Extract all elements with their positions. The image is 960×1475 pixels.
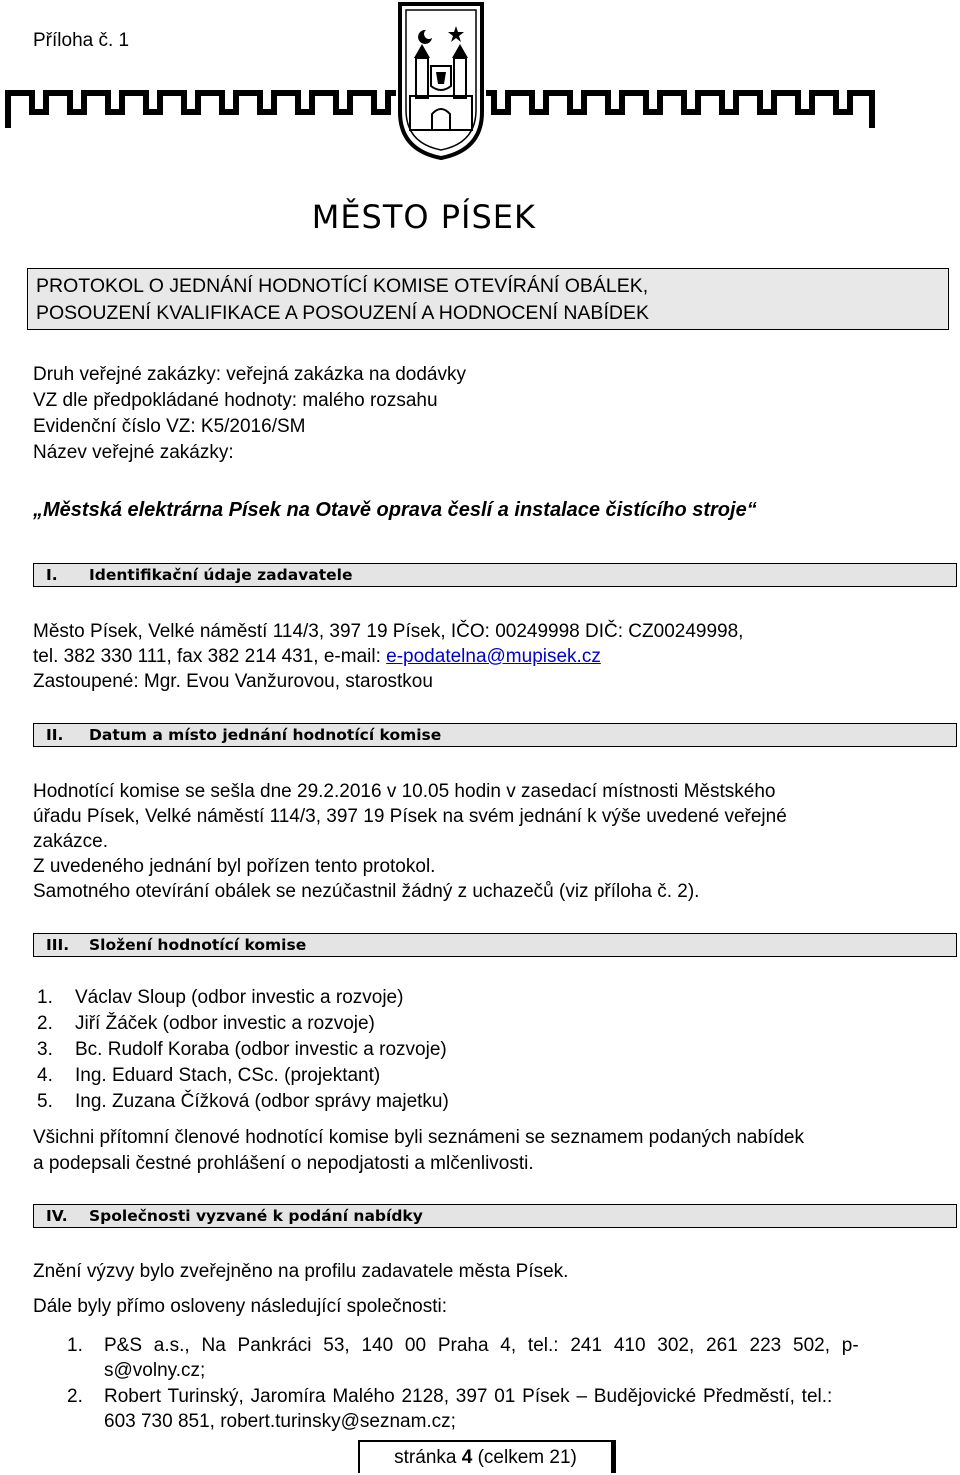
meeting-text-line: Hodnotící komise se sešla dne 29.2.2016 v 10.05 hodin v zasedací místnosti Městského	[33, 781, 776, 802]
title-box	[27, 268, 949, 330]
meeting-text-line: zakázce.	[33, 831, 108, 852]
list-number: 1.	[37, 987, 53, 1008]
title-line-1: PROTOKOL O JEDNÁNÍ HODNOTÍCÍ KOMISE OTEVÍRÁNÍ OBÁLEK,	[36, 275, 649, 297]
contract-name-label: Název veřejné zakázky:	[33, 442, 234, 463]
evidence-number: Evidenční číslo VZ: K5/2016/SM	[33, 416, 306, 437]
committee-note: a podepsali čestné prohlášení o nepodjatosti a mlčenlivosti.	[33, 1153, 534, 1174]
list-number: 1.	[67, 1335, 83, 1356]
committee-member: Ing. Zuzana Čížková (odbor správy majetku)	[75, 1091, 449, 1112]
section-heading-2	[33, 723, 957, 747]
publication-note: Znění výzvy bylo zveřejněno na profilu zadavatele města Písek.	[33, 1261, 569, 1282]
current-page: 4	[461, 1447, 473, 1468]
section-heading-4	[33, 1204, 957, 1228]
committee-note: Všichni přítomní členové hodnotící komise byli seznámeni se seznamem podaných nabídek	[33, 1127, 804, 1148]
section-number: IV.	[46, 1207, 68, 1225]
battlement-right	[486, 93, 872, 128]
list-number: 5.	[37, 1091, 53, 1112]
section-heading-3	[33, 933, 957, 957]
city-name: MĚSTO PÍSEK	[311, 198, 536, 236]
meeting-text-line: Z uvedeného jednání byl pořízen tento protokol.	[33, 856, 436, 877]
battlement-left	[8, 93, 396, 128]
contract-type: Druh veřejné zakázky: veřejná zakázka na dodávky	[33, 364, 467, 385]
contract-value-class: VZ dle předpokládané hodnoty: malého rozsahu	[33, 390, 438, 411]
company-line: Robert Turinský, Jaromíra Malého 2128, 397 01 Písek – Budějovické Předměstí, tel.:	[104, 1386, 833, 1407]
contract-name: „Městská elektrárna Písek na Otavě oprava česlí a instalace čistícího stroje“	[33, 499, 757, 521]
company-line: P&S a.s., Na Pankráci 53, 140 00 Praha 4, tel.: 241 410 302, 261 223 502, p-	[104, 1335, 859, 1356]
committee-member: Bc. Rudolf Koraba (odbor investic a rozvoje)	[75, 1039, 447, 1060]
committee-member: Václav Sloup (odbor investic a rozvoje)	[75, 987, 404, 1008]
section-number: III.	[46, 936, 70, 954]
company-line: 603 730 851, robert.turinsky@seznam.cz;	[104, 1411, 456, 1432]
meeting-text-line: úřadu Písek, Velké náměstí 114/3, 397 19 Písek na svém jednání k výše uvedené veřejné	[33, 806, 787, 827]
contracting-authority-contact: tel. 382 330 111, fax 382 214 431, e-mail: e-podatelna@mupisek.cz	[33, 646, 601, 667]
city-logo-header	[0, 0, 960, 200]
committee-member: Ing. Eduard Stach, CSc. (projektant)	[75, 1065, 381, 1086]
page-number-box: stránka 4 (celkem 21)	[358, 1440, 616, 1473]
title-line-2: POSOUZENÍ KVALIFIKACE A POSOUZENÍ A HODNOCENÍ NABÍDEK	[36, 302, 649, 324]
committee-member: Jiří Žáček (odbor investic a rozvoje)	[75, 1013, 375, 1034]
list-number: 3.	[37, 1039, 53, 1060]
section-title: Identifikační údaje zadavatele	[89, 566, 353, 584]
invited-companies-intro: Dále byly přímo osloveny následující společnosti:	[33, 1296, 447, 1317]
coat-of-arms	[400, 4, 482, 158]
section-title: Datum a místo jednání hodnotící komise	[89, 726, 442, 744]
company-line: s@volny.cz;	[104, 1360, 206, 1381]
email-link[interactable]: e-podatelna@mupisek.cz	[386, 646, 601, 667]
section-title: Složení hodnotící komise	[89, 936, 307, 954]
section-number: II.	[46, 726, 64, 744]
contracting-authority-address: Město Písek, Velké náměstí 114/3, 397 19 Písek, IČO: 00249998 DIČ: CZ00249998,	[33, 621, 744, 642]
list-number: 2.	[67, 1386, 83, 1407]
section-title: Společnosti vyzvané k podání nabídky	[89, 1207, 423, 1225]
annex-label: Příloha č. 1	[33, 30, 130, 51]
list-number: 2.	[37, 1013, 53, 1034]
list-number: 4.	[37, 1065, 53, 1086]
section-number: I.	[46, 566, 58, 584]
section-heading-1	[33, 563, 957, 587]
representative: Zastoupené: Mgr. Evou Vanžurovou, starostkou	[33, 671, 433, 692]
meeting-text-line: Samotného otevírání obálek se nezúčastnil žádný z uchazečů (viz příloha č. 2).	[33, 881, 700, 902]
